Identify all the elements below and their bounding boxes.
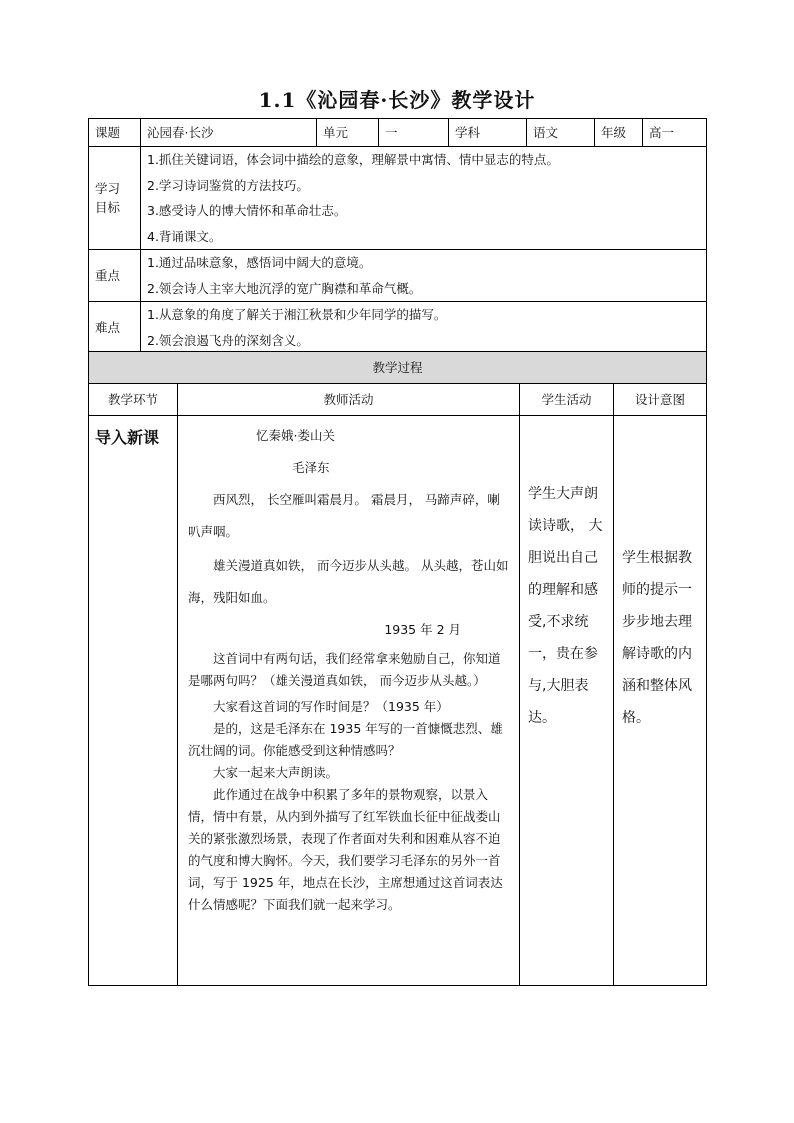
goal-item: 2.学习诗词鉴赏的方法技巧。 [147,177,309,193]
grade-value: 高一 [643,119,707,147]
teacher-paragraph: 此作通过在战争中积累了多年的景物观察，以景入情，情中有景，从内到外描写了红军铁血长征中征战娄山关的紧张激烈场景，表现了作者面对失利和困难从容不迫的气度和博大胸怀。今天，我们要学习毛泽东的另外一首词，写于 1925 年，地点在长沙，主席想通过这首词表达什么情感呢？下面我们就一起来学习。 [188,787,503,912]
key-label: 重点 [89,250,141,302]
goals-label: 学习 目标 [89,147,141,250]
subject-label: 学科 [449,119,527,147]
poem-date: 1935 年 2 月 [384,622,461,637]
meta-table [88,118,707,354]
grade-label: 年级 [595,119,643,147]
teacher-paragraph: 大家看这首词的写作时间是？（1935 年） [213,699,449,714]
topic-value: 沁园春·长沙 [141,119,317,147]
unit-label: 单元 [317,119,379,147]
subject-value: 语文 [527,119,595,147]
design-intent: 学生根据教师的提示一步步地去理解诗歌的内涵和整体风格。 [614,416,707,986]
teacher-activity [178,416,520,986]
stage-cell [89,416,178,986]
student-activity: 学生大声朗读诗歌， 大胆说出自己的理解和感受,不求统一，贵在参与,大胆表达。 [520,416,614,986]
teacher-paragraph: 大家一起来大声朗读。 [213,765,339,780]
poem-line: 西风烈， 长空雁叫霜晨月。 霜晨月， 马蹄声碎，喇叭声咽。 [188,492,500,539]
teacher-paragraph: 是的，这是毛泽东在 1935 年写的一首慷慨悲烈、雄沉壮阔的词。你能感受到这种情感吗？ [188,721,503,758]
key-point: 2.领会诗人主宰大地沉浮的宽广胸襟和革命气概。 [147,280,422,296]
header-stage: 教学环节 [89,384,178,416]
page-title: 1.1《沁园春·长沙》教学设计 [258,88,536,112]
goal-item: 4.背诵课文。 [147,228,222,244]
stage-name: 导入新课 [95,428,160,447]
topic-label: 课题 [89,119,141,147]
poem-line: 雄关漫道真如铁， 而今迈步从头越。 从头越，苍山如海，残阳如血。 [188,558,509,605]
difficulty-item: 1.从意象的角度了解关于湘江秋景和少年同学的描写。 [147,307,447,322]
goal-item: 1.抓住关键词语，体会词中描绘的意象，理解景中寓情、情中显志的特点。 [147,152,559,167]
poem-author: 毛泽东 [292,460,330,475]
header-student: 学生活动 [520,384,614,416]
teacher-paragraph: 这首词中有两句话，我们经常拿来勉励自己，你知道是哪两句吗？（雄关漫道真如铁， 而今迈步从头越。） [188,651,501,688]
poem-title: 忆秦娥·娄山关 [256,428,335,443]
process-section-title: 教学过程 [89,352,707,384]
difficulties [141,302,707,354]
key-point: 1.通过品味意象，感悟词中阔大的意境。 [147,255,372,270]
process-table [88,351,707,986]
header-teacher: 教师活动 [178,384,520,416]
goal-item: 3.感受诗人的博大情怀和革命壮志。 [147,203,347,218]
goals-list [141,147,707,250]
difficulty-item: 2.领会浪遏飞舟的深刻含义。 [147,332,309,348]
difficulty-label: 难点 [89,302,141,354]
unit-value: 一 [379,119,449,147]
key-points [141,250,707,302]
header-intent: 设计意图 [614,384,707,416]
